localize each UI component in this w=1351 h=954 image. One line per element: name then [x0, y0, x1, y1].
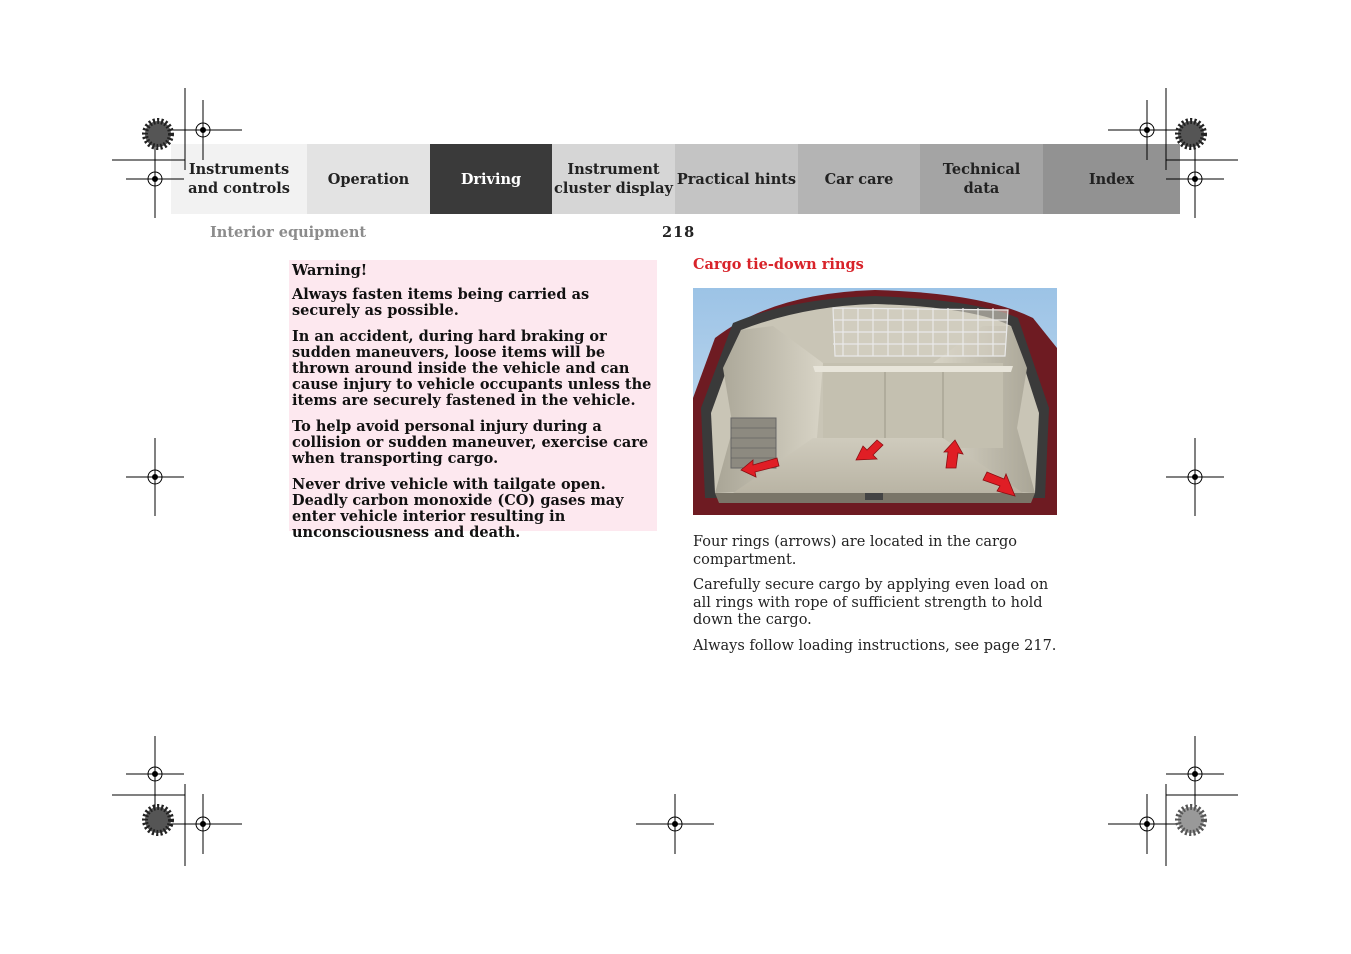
- warning-title: Warning!: [292, 262, 368, 279]
- warning-paragraph: In an accident, during hard braking or sudden maneuvers, loose items will be thrown around inside the vehicle and can cause injury to vehicle occupants unless the items are securely fastened in the vehicle.: [292, 328, 652, 409]
- tab-label: and controls: [188, 180, 290, 197]
- tab-label: Index: [1088, 170, 1135, 188]
- article-paragraph: Always follow loading instructions, see page 217.: [693, 637, 1057, 654]
- tab-label: Technical: [942, 161, 1021, 178]
- page-number: 218: [662, 224, 696, 241]
- tab-label: Car care: [824, 170, 894, 188]
- warning-paragraph: To help avoid personal injury during a collision or sudden maneuver, exercise care when transporting cargo.: [292, 418, 649, 467]
- tab-label: Practical hints: [676, 170, 797, 188]
- section-title: Interior equipment: [210, 224, 367, 241]
- article-paragraph: Four rings (arrows) are located in the cargo compartment.: [693, 534, 1017, 568]
- tab-label: Instrument: [567, 161, 660, 178]
- article-paragraph: Carefully secure cargo by applying even load on all rings with rope of sufficient strength to hold down the cargo.: [693, 577, 1049, 628]
- tab-label: data: [963, 180, 1000, 197]
- tab-label: Driving: [460, 170, 522, 188]
- tab-label: Instruments: [188, 161, 290, 178]
- tab-label: Operation: [327, 170, 410, 188]
- tab-label: cluster display: [554, 180, 673, 197]
- warning-paragraph: Always fasten items being carried as securely as possible.: [292, 286, 590, 319]
- warning-paragraph: Never drive vehicle with tailgate open. Deadly carbon monoxide (CO) gases may enter vehicle interior resulting in unconsciousness and death.: [292, 476, 624, 541]
- article-heading: Cargo tie-down rings: [693, 256, 864, 273]
